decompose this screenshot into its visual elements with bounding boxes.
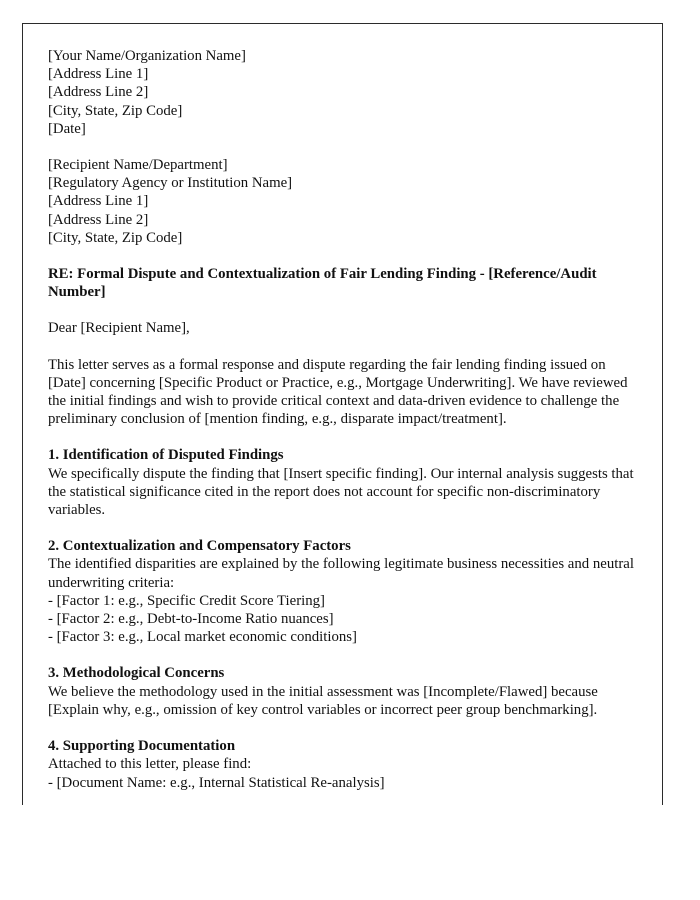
list-item: - [Factor 3: e.g., Local market economic conditions] — [48, 629, 357, 646]
list-item: - [Document Name: e.g., Internal Statistical Re-analysis] — [48, 774, 385, 791]
salutation: Dear [Recipient Name], — [48, 320, 190, 337]
section-text: Attached to this letter, please find: — [48, 756, 252, 773]
list-item: - [Factor 2: e.g., Debt-to-Income Ratio nuances] — [48, 611, 334, 628]
section-text: The identified disparities are explained by the following legitimate business necessities and neutral underwriting criteria: — [48, 556, 634, 591]
recipient-line: [Regulatory Agency or Institution Name] — [48, 175, 293, 192]
sender-line: [Address Line 1] — [48, 66, 149, 83]
sender-address-block — [48, 47, 638, 138]
section-heading: 1. Identification of Disputed Findings — [48, 447, 284, 464]
recipient-address-block — [48, 156, 638, 247]
document-page — [22, 23, 663, 805]
sender-line: [Date] — [48, 120, 86, 137]
section-supporting-documentation — [48, 737, 638, 792]
section-text: We specifically dispute the finding that [Insert specific finding]. Our internal analysis suggests that the statistical significance cited in the report does not account for specific non-discriminatory variables. — [48, 465, 634, 519]
document-body — [48, 47, 638, 805]
section-contextualization — [48, 537, 638, 646]
sender-line: [Address Line 2] — [48, 84, 149, 101]
list-item: - [Factor 1: e.g., Specific Credit Score Tiering] — [48, 592, 325, 609]
sender-line: [Your Name/Organization Name] — [48, 48, 246, 64]
recipient-line: [City, State, Zip Code] — [48, 229, 183, 246]
subject-line: RE: Formal Dispute and Contextualization of Fair Lending Finding - [Reference/Audit Number] — [48, 266, 597, 301]
section-heading: 3. Methodological Concerns — [48, 665, 225, 682]
recipient-line: [Address Line 1] — [48, 193, 149, 210]
section-text: We believe the methodology used in the initial assessment was [Incomplete/Flawed] because [Explain why, e.g., omission of key control variables or incorrect peer group benchmarking]. — [48, 683, 598, 718]
recipient-line: [Address Line 2] — [48, 211, 149, 228]
opening-paragraph: This letter serves as a formal response and dispute regarding the fair lending finding issued on [Date] concerning [Specific Product or Practice, e.g., Mortgage Underwriting]. We have reviewed the initial findings and wish to provide critical context and data-driven evidence to challenge the preliminary conclusion of [mention finding, e.g., disparate impact/treatment]. — [48, 356, 628, 428]
section-heading: 2. Contextualization and Compensatory Factors — [48, 538, 351, 555]
section-disputed-findings — [48, 446, 638, 519]
section-methodological-concerns — [48, 664, 638, 719]
recipient-line: [Recipient Name/Department] — [48, 157, 228, 174]
sender-line: [City, State, Zip Code] — [48, 102, 183, 119]
section-heading: 4. Supporting Documentation — [48, 738, 236, 755]
